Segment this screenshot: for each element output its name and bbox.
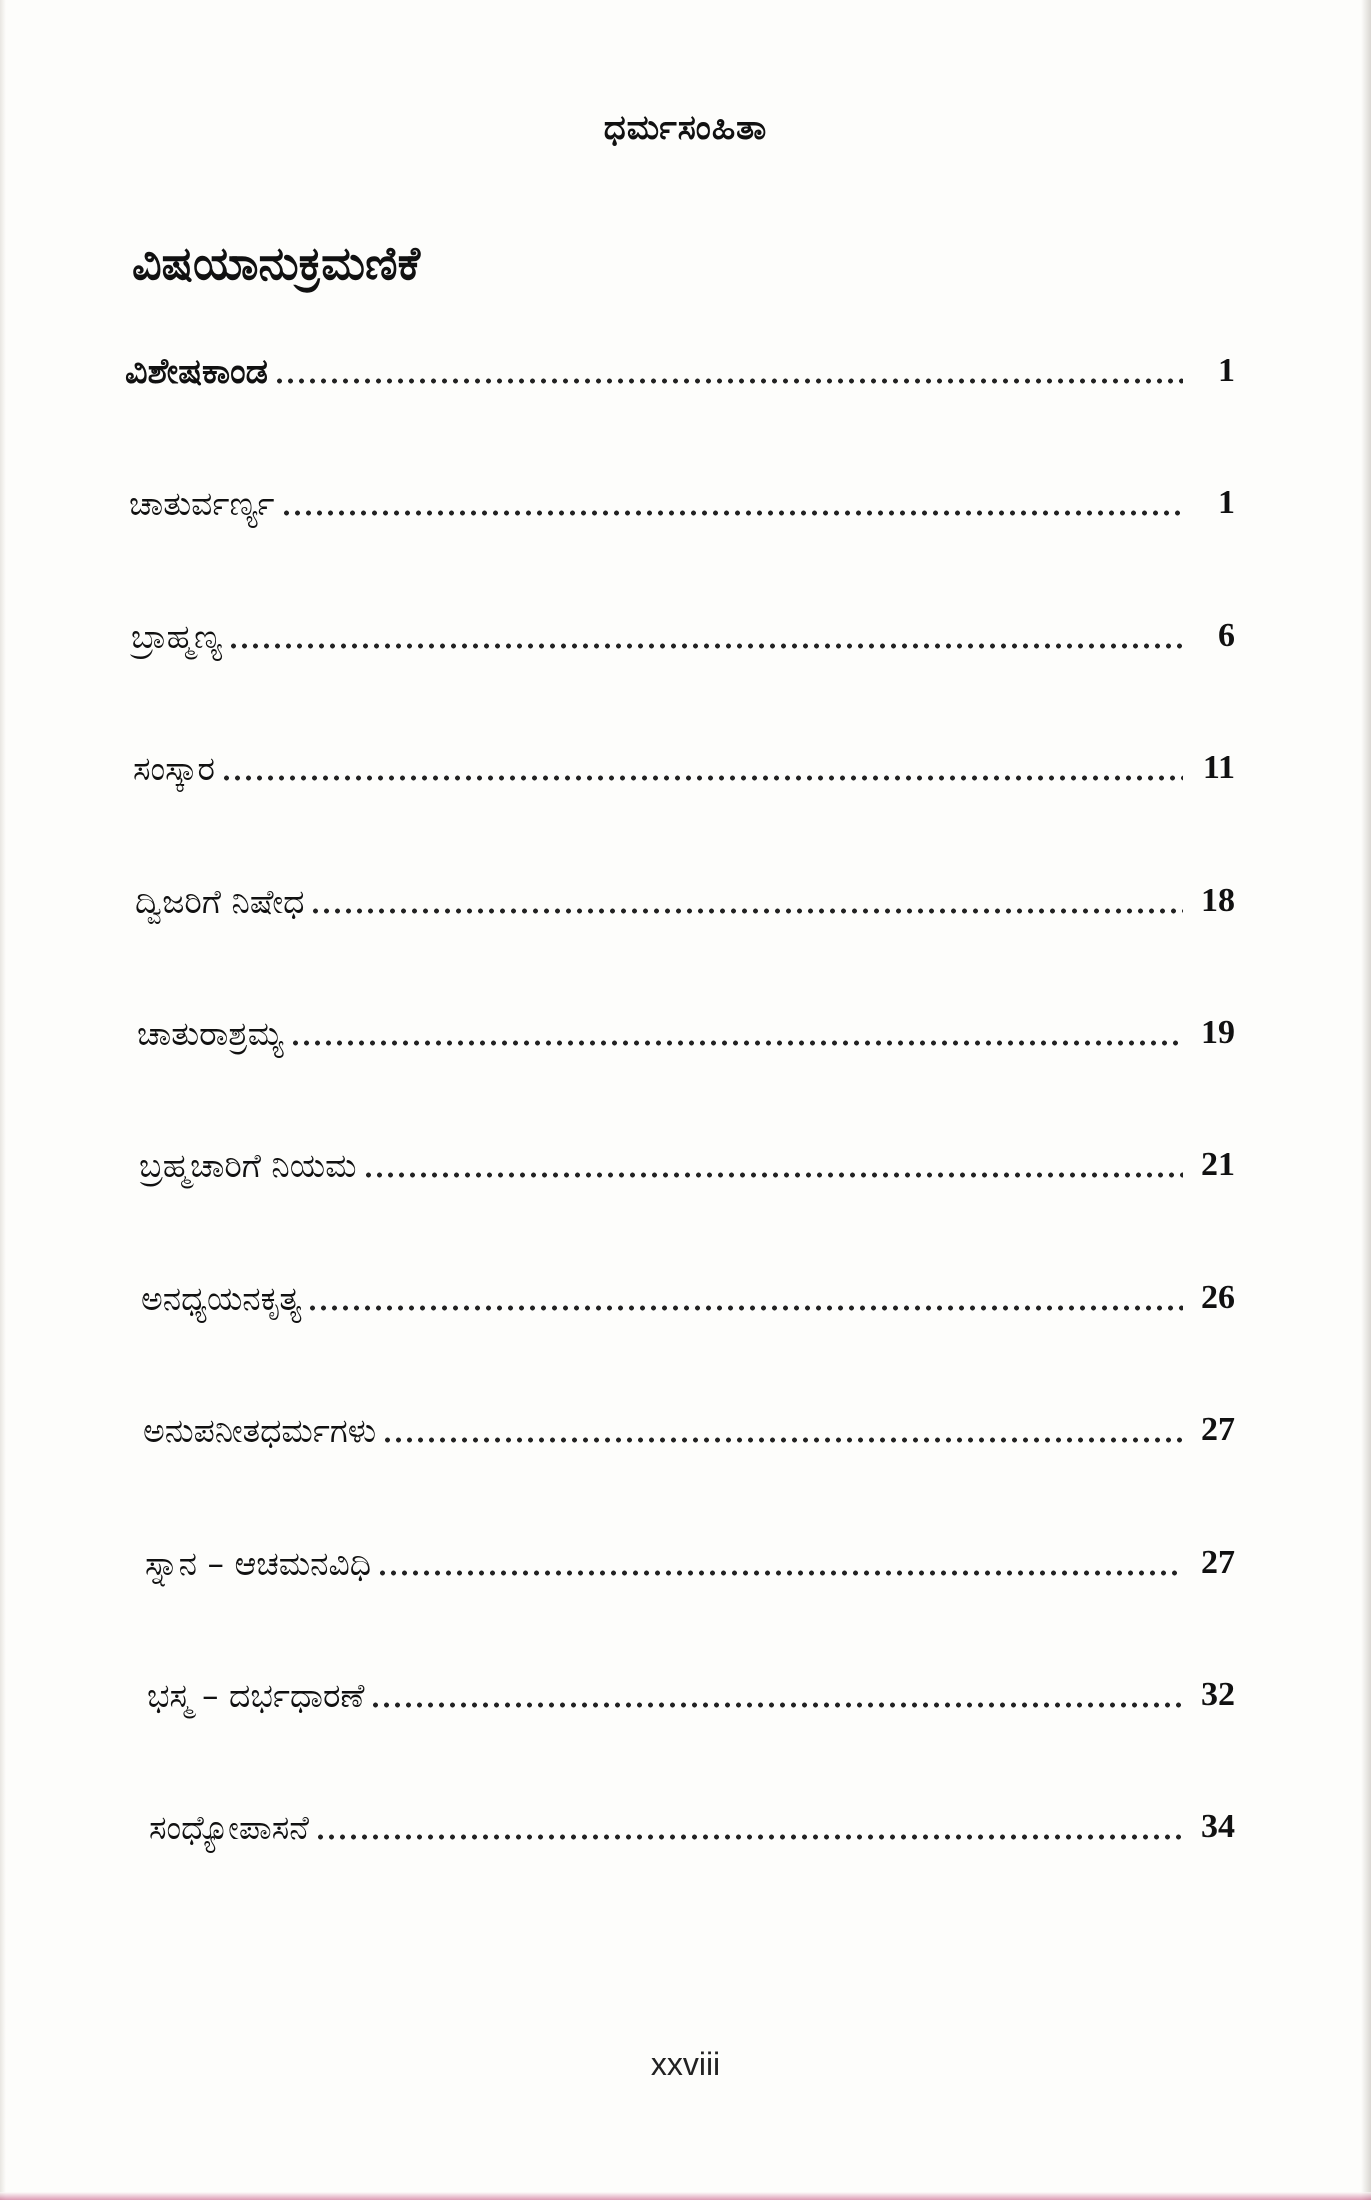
- toc-entry-title: ಬ್ರಹ್ಮಚಾರಿಗೆ ನಿಯಮ: [139, 1146, 357, 1186]
- toc-entry-title: ಚಾತುರಾಶ್ರಮ್ಯ: [137, 1013, 284, 1053]
- toc-entry-title: ಸಂಸ್ಕಾರ: [133, 749, 215, 789]
- toc-list: [125, 352, 1235, 1941]
- toc-entry: [147, 1676, 1235, 1808]
- dot-leader: [290, 1038, 1183, 1048]
- toc-entry: [145, 1544, 1235, 1676]
- toc-entry: [141, 1279, 1235, 1411]
- dot-leader: [310, 906, 1183, 916]
- toc-entry-title: ವಿಶೇಷಕಾಂಡ: [125, 352, 268, 392]
- toc-entry-page: 21: [1201, 1146, 1235, 1184]
- toc-heading: ವಿಷಯಾನುಕ್ರಮಣಿಕೆ: [132, 236, 421, 290]
- dot-leader: [228, 641, 1183, 651]
- toc-entry-page: 18: [1201, 881, 1235, 919]
- toc-entry-title: ಬ್ರಾಹ್ಮಣ್ಯ: [131, 616, 222, 656]
- dot-leader: [274, 376, 1183, 386]
- toc-entry-title: ದ್ವಿಜರಿಗೆ ನಿಷೇಧ: [135, 881, 305, 921]
- toc-entry-page: 27: [1201, 1543, 1235, 1581]
- dot-leader: [382, 1435, 1183, 1445]
- toc-entry-title: ಅನಧ್ಯಯನಕೃತ್ಯ: [141, 1278, 302, 1318]
- dot-leader: [307, 1303, 1183, 1313]
- toc-entry-page: 32: [1201, 1675, 1235, 1713]
- toc-entry: [131, 617, 1235, 749]
- toc-entry-page: 6: [1218, 616, 1235, 654]
- toc-entry-title: ಚಾತುರ್ವರ್ಣ್ಯ: [129, 484, 275, 524]
- toc-entry-title: ಸಂಧ್ಯೋಪಾಸನೆ: [149, 1808, 309, 1848]
- toc-entry: [149, 1808, 1235, 1940]
- dot-leader: [221, 773, 1183, 783]
- dot-leader: [377, 1568, 1183, 1578]
- toc-entry-page: 11: [1202, 749, 1235, 787]
- page-edge-left: [0, 0, 6, 2200]
- toc-entry-page: 1: [1218, 352, 1235, 389]
- toc-entry-title: ಭಸ್ಮ – ದರ್ಭಧಾರಣೆ: [147, 1675, 365, 1715]
- dot-leader: [363, 1170, 1184, 1180]
- running-header: ಧರ್ಮಸಂಹಿತಾ: [603, 108, 768, 148]
- toc-entry-title: ಸ್ನಾನ – ಆಚಮನವಿಧಿ: [145, 1543, 372, 1583]
- toc-entry-page: 27: [1201, 1411, 1235, 1449]
- toc-entry: [125, 352, 1235, 484]
- toc-entry: [135, 882, 1235, 1014]
- page-number: xxviii: [650, 2046, 721, 2082]
- toc-entry-page: 1: [1218, 484, 1235, 522]
- toc-entry: [139, 1146, 1235, 1278]
- dot-leader: [281, 508, 1184, 518]
- toc-entry: [143, 1411, 1235, 1543]
- toc-entry-page: 19: [1201, 1013, 1235, 1051]
- toc-entry: [133, 749, 1235, 881]
- toc-entry: [137, 1014, 1235, 1146]
- dot-leader: [315, 1832, 1183, 1842]
- toc-entry-page: 34: [1201, 1808, 1235, 1846]
- toc-entry-title: ಅನುಪನೀತಧರ್ಮಗಳು: [143, 1411, 377, 1451]
- page-edge-right: [1361, 0, 1371, 2200]
- page-edge-bottom: [0, 2192, 1371, 2200]
- toc-entry: [129, 484, 1235, 616]
- toc-entry-page: 26: [1201, 1278, 1235, 1316]
- dot-leader: [370, 1700, 1183, 1710]
